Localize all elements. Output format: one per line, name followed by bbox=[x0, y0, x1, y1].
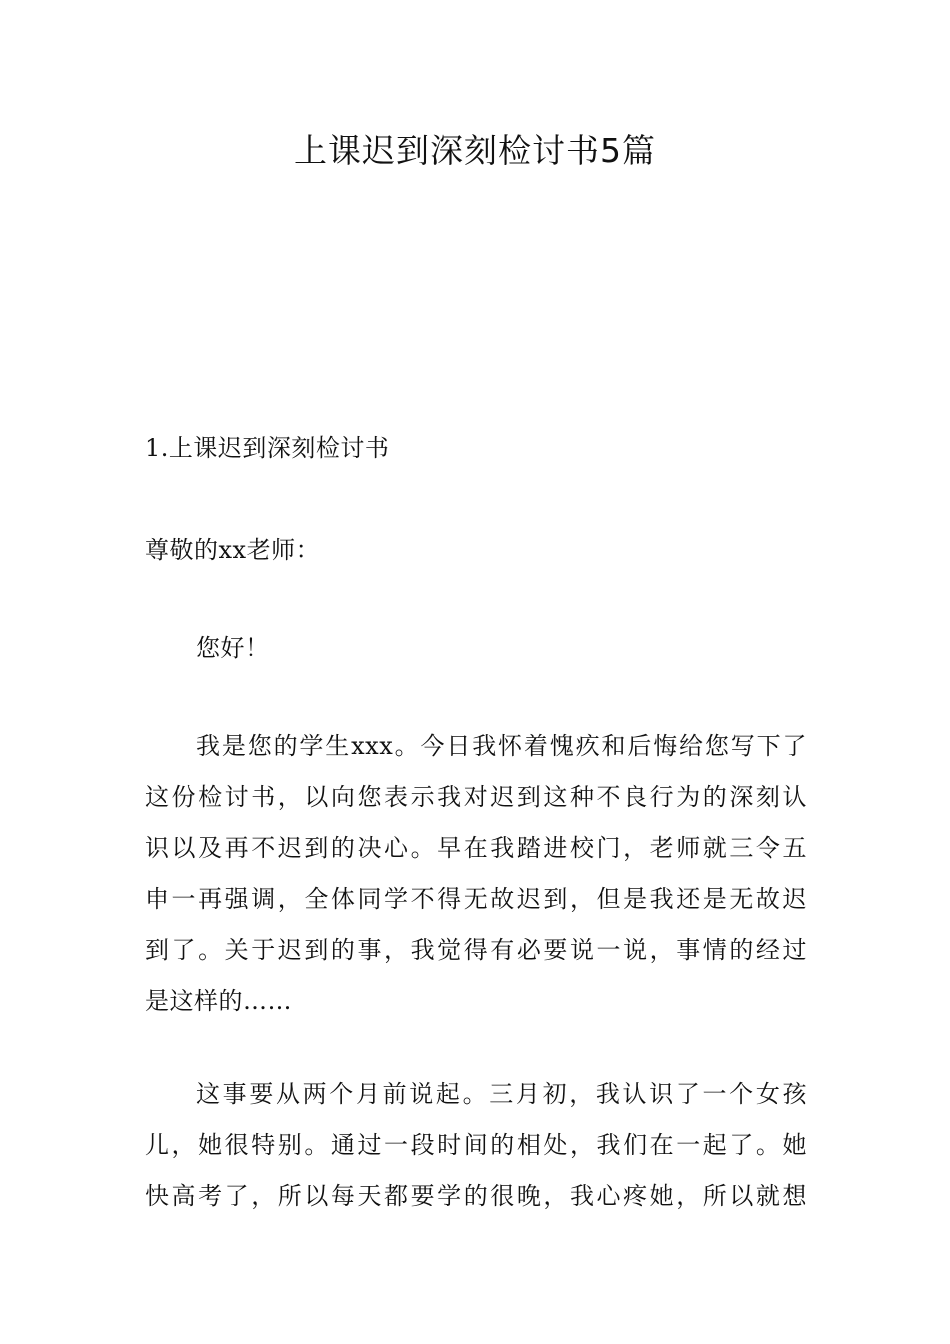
greeting: 您好！ bbox=[196, 634, 270, 662]
body-paragraph-2 bbox=[145, 1078, 807, 1231]
paragraph-line: 申一再强调，全体同学不得无故迟到，但是我还是无故迟 bbox=[145, 885, 807, 913]
document-title: 上课迟到深刻检讨书5篇 bbox=[294, 131, 656, 170]
paragraph-line: 儿，她很特别。通过一段时间的相处，我们在一起了。她 bbox=[145, 1131, 807, 1159]
paragraph-line: 快高考了，所以每天都要学的很晚，我心疼她，所以就想 bbox=[145, 1182, 807, 1210]
salutation: 尊敬的xx老师： bbox=[145, 536, 321, 564]
paragraph-line: 这份检讨书，以向您表示我对迟到这种不良行为的深刻认 bbox=[145, 783, 807, 811]
paragraph-line: 到了。关于迟到的事，我觉得有必要说一说，事情的经过 bbox=[145, 936, 807, 964]
section-heading: 1.上课迟到深刻检讨书 bbox=[145, 434, 390, 462]
paragraph-line: 识以及再不迟到的决心。早在我踏进校门，老师就三令五 bbox=[145, 834, 807, 862]
paragraph-line: 这事要从两个月前说起。三月初，我认识了一个女孩 bbox=[196, 1080, 807, 1108]
paragraph-line: 我是您的学生xxx。今日我怀着愧疚和后悔给您写下了 bbox=[196, 732, 807, 760]
paragraph-line: 是这样的…… bbox=[145, 987, 292, 1015]
body-paragraph-1 bbox=[145, 730, 807, 1036]
